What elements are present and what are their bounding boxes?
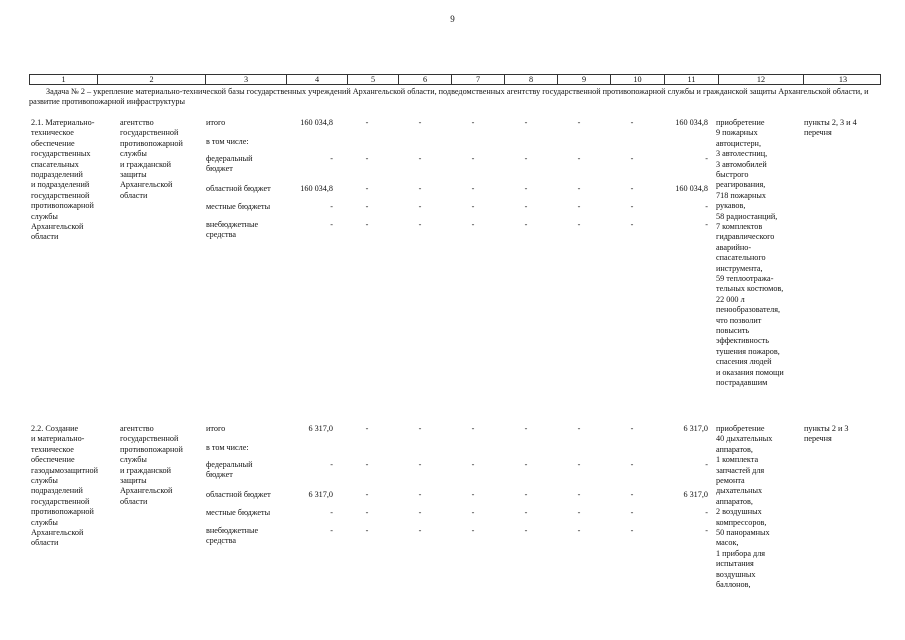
year-amount-cell: - [524, 508, 528, 517]
header-cell-3: 3 [205, 75, 286, 84]
year-amount-cell: - [524, 220, 528, 229]
year-amount-cell: - [577, 424, 581, 433]
executor-line: и гражданской [120, 159, 172, 169]
final-year-amount-cell: 160 034,8 [675, 118, 708, 127]
expected-result-line: 22 000 л [716, 294, 745, 304]
funding-source-label: итого [206, 118, 226, 127]
header-cell-2: 2 [97, 75, 205, 84]
page-number: 9 [450, 14, 455, 24]
executor-line: Архангельской [120, 180, 173, 190]
measure-name-line: области [31, 232, 59, 242]
funding-source-label: средства [206, 536, 237, 546]
year-amount-cell: - [524, 154, 528, 163]
expected-result-line: приобретение [716, 118, 765, 127]
year-amount-cell: - [577, 220, 581, 229]
year-amount-cell: - [577, 526, 581, 535]
total-amount-cell: 6 317,0 [308, 490, 333, 499]
executor-line: Архангельской [120, 486, 173, 496]
expected-result-line: тельных костюмов, [716, 284, 784, 294]
year-amount-cell: - [577, 184, 581, 193]
final-year-amount-cell: 6 317,0 [683, 424, 708, 433]
expected-result-line: пострадавшим [716, 378, 768, 387]
year-amount-cell: - [471, 526, 475, 535]
funding-source-label: местные бюджеты [206, 202, 271, 211]
expected-result-line: компрессоров, [716, 517, 767, 527]
expected-result-line: что позволит [716, 315, 762, 325]
year-amount-cell: - [418, 118, 422, 127]
executor-line: службы [120, 149, 147, 159]
measure-name-line: и материально- [31, 434, 85, 444]
year-amount-cell: - [577, 490, 581, 499]
expected-result-line: ремонта [716, 476, 745, 485]
measure-name-line: техническое [31, 444, 74, 454]
year-amount-cell: - [418, 184, 422, 193]
year-amount-cell: - [471, 424, 475, 433]
executor-line: противопожарной [120, 444, 183, 454]
expected-result-line: быстрого [716, 170, 749, 179]
measure-name-line: обеспечение [31, 138, 75, 148]
expected-result-line: масок, [716, 538, 739, 548]
expected-result-line: спасательного [716, 253, 766, 263]
expected-result-line: 3 автомобилей [716, 159, 767, 169]
executor-line: и гражданской [120, 465, 172, 475]
list-items-reference: перечня [804, 434, 832, 444]
expected-result-line: 2 воздушных [716, 507, 762, 517]
measure-name-line: противопожарной [31, 507, 94, 517]
header-cell-5: 5 [347, 75, 398, 84]
executor-line: агентство [120, 118, 154, 127]
funding-source-label: бюджет [206, 470, 233, 480]
year-amount-cell: - [418, 202, 422, 211]
year-amount-cell: - [471, 460, 475, 469]
executor-line: защиты [120, 170, 147, 179]
executor-line: государственной [120, 128, 179, 138]
expected-result-line: аппаратов, [716, 496, 753, 506]
expected-result-line: запчастей для [716, 465, 765, 475]
year-amount-cell: - [418, 220, 422, 229]
measure-name-line: газодымозащитной [31, 465, 98, 475]
measure-name-line: обеспечение [31, 455, 75, 465]
total-amount-cell: - [330, 154, 333, 163]
year-amount-cell: - [524, 460, 528, 469]
year-amount-cell: - [630, 184, 634, 193]
year-amount-cell: - [577, 460, 581, 469]
funding-source-label: в том числе: [206, 137, 249, 146]
measure-name-line: подразделений [31, 170, 83, 179]
executor-line: службы [120, 455, 147, 465]
year-amount-cell: - [577, 118, 581, 127]
year-amount-cell: - [365, 118, 369, 127]
measure-name-line: техническое [31, 128, 74, 138]
year-amount-cell: - [524, 118, 528, 127]
header-cell-9: 9 [557, 75, 610, 84]
year-amount-cell: - [418, 460, 422, 469]
funding-source-label: внебюджетные [206, 526, 259, 535]
final-year-amount-cell: - [705, 508, 708, 517]
total-amount-cell: 160 034,8 [300, 118, 333, 127]
executor-line: защиты [120, 476, 147, 485]
expected-result-line: реагирования, [716, 180, 766, 190]
expected-result-line: автоцистерн, [716, 138, 761, 148]
expected-result-line: аппаратов, [716, 444, 753, 454]
expected-result-line: и оказания помощи [716, 367, 784, 377]
year-amount-cell: - [471, 220, 475, 229]
expected-result-line: 9 пожарных [716, 128, 758, 138]
year-amount-cell: - [365, 220, 369, 229]
final-year-amount-cell: - [705, 154, 708, 163]
year-amount-cell: - [524, 424, 528, 433]
year-amount-cell: - [365, 424, 369, 433]
year-amount-cell: - [630, 490, 634, 499]
expected-result-line: повысить [716, 326, 750, 335]
expected-result-line: воздушных [716, 569, 756, 579]
task-description: Задача № 2 – укрепление материально-технической базы государственных учреждений Архангельской области, подведомственных агентству государственной противопожарной службы и гражданской защиты Архангельской области, и развитие противопожарной инфраструктуры [29, 87, 869, 107]
expected-result-line: 58 радиостанций, [716, 211, 778, 221]
final-year-amount-cell: - [705, 526, 708, 535]
total-amount-cell: - [330, 508, 333, 517]
expected-result-line: 40 дыхательных [716, 434, 773, 444]
expected-result-line: инструмента, [716, 263, 763, 273]
list-items-reference: пункты 2 и 3 [804, 424, 849, 433]
year-amount-cell: - [577, 154, 581, 163]
expected-result-line: 50 панорамных [716, 528, 770, 537]
year-amount-cell: - [365, 526, 369, 535]
funding-source-label: местные бюджеты [206, 508, 271, 517]
header-cell-4: 4 [286, 75, 347, 84]
expected-result-line: гидравлического [716, 232, 775, 242]
funding-source-label: областной бюджет [206, 490, 271, 499]
funding-source-label: внебюджетные [206, 220, 259, 229]
funding-source-label: федеральный [206, 460, 253, 469]
year-amount-cell: - [365, 508, 369, 517]
measure-name-line: службы [31, 476, 58, 485]
year-amount-cell: - [365, 460, 369, 469]
funding-source-label: бюджет [206, 164, 233, 174]
measure-name-line: Архангельской [31, 222, 84, 231]
final-year-amount-cell: 6 317,0 [683, 490, 708, 499]
year-amount-cell: - [524, 184, 528, 193]
expected-result-line: пенообразователя, [716, 305, 781, 315]
measure-name-line: государственной [31, 496, 90, 506]
executor-line: области [120, 496, 148, 506]
expected-result-line: 7 комплектов [716, 222, 763, 231]
year-amount-cell: - [471, 184, 475, 193]
year-amount-cell: - [524, 526, 528, 535]
year-amount-cell: - [471, 202, 475, 211]
year-amount-cell: - [630, 202, 634, 211]
year-amount-cell: - [418, 490, 422, 499]
year-amount-cell: - [471, 508, 475, 517]
header-cell-10: 10 [610, 75, 664, 84]
expected-result-line: 1 прибора для [716, 548, 766, 558]
expected-result-line: 1 комплекта [716, 455, 759, 465]
expected-result-line: спасения людей [716, 357, 772, 367]
measure-name-line: Архангельской [31, 528, 84, 537]
year-amount-cell: - [471, 118, 475, 127]
expected-result-line: 59 теплоотража- [716, 274, 774, 283]
year-amount-cell: - [630, 460, 634, 469]
year-amount-cell: - [365, 184, 369, 193]
list-items-reference: пункты 2, 3 и 4 [804, 118, 857, 127]
year-amount-cell: - [630, 220, 634, 229]
total-amount-cell: - [330, 202, 333, 211]
total-amount-cell: 6 317,0 [308, 424, 333, 433]
executor-line: противопожарной [120, 138, 183, 148]
year-amount-cell: - [630, 118, 634, 127]
header-cell-12: 12 [718, 75, 803, 84]
final-year-amount-cell: - [705, 220, 708, 229]
expected-result-line: 718 пожарных [716, 190, 766, 200]
funding-source-label: в том числе: [206, 443, 249, 452]
executor-line: агентство [120, 424, 154, 433]
header-cell-8: 8 [504, 75, 557, 84]
measure-name-line: и подразделений [31, 180, 90, 190]
expected-result-line: испытания [716, 559, 754, 569]
funding-source-label: областной бюджет [206, 184, 271, 193]
year-amount-cell: - [630, 508, 634, 517]
year-amount-cell: - [630, 154, 634, 163]
year-amount-cell: - [365, 154, 369, 163]
year-amount-cell: - [418, 154, 422, 163]
year-amount-cell: - [365, 490, 369, 499]
year-amount-cell: - [630, 526, 634, 535]
measure-name-line: области [31, 538, 59, 548]
expected-result-line: эффективность [716, 336, 769, 346]
expected-result-line: приобретение [716, 424, 765, 433]
year-amount-cell: - [471, 154, 475, 163]
total-amount-cell: - [330, 526, 333, 535]
header-cell-6: 6 [398, 75, 451, 84]
funding-source-label: итого [206, 424, 226, 433]
measure-name-line: службы [31, 517, 58, 527]
expected-result-line: тушения пожаров, [716, 346, 780, 356]
total-amount-cell: - [330, 220, 333, 229]
measure-name-line: подразделений [31, 486, 83, 496]
measure-name-line: государственной [31, 190, 90, 200]
year-amount-cell: - [524, 202, 528, 211]
header-cell-1: 1 [61, 75, 66, 84]
executor-line: области [120, 190, 148, 200]
list-items-reference: перечня [804, 128, 832, 138]
measure-name-line: 2.1. Материально- [31, 118, 95, 127]
header-cell-13: 13 [803, 75, 882, 84]
final-year-amount-cell: 160 034,8 [675, 184, 708, 193]
expected-result-line: 3 автолестниц, [716, 149, 768, 159]
year-amount-cell: - [418, 508, 422, 517]
expected-result-line: аварийно- [716, 242, 752, 252]
expected-result-line: рукавов, [716, 201, 746, 211]
measure-name-line: службы [31, 211, 58, 221]
year-amount-cell: - [524, 490, 528, 499]
year-amount-cell: - [577, 202, 581, 211]
final-year-amount-cell: - [705, 460, 708, 469]
measure-name-line: государственных [31, 149, 91, 159]
year-amount-cell: - [630, 424, 634, 433]
year-amount-cell: - [365, 202, 369, 211]
year-amount-cell: - [418, 526, 422, 535]
header-cell-7: 7 [451, 75, 504, 84]
measure-name-line: спасательных [31, 159, 79, 169]
measure-name-line: 2.2. Создание [31, 424, 79, 433]
total-amount-cell: - [330, 460, 333, 469]
year-amount-cell: - [471, 490, 475, 499]
header-cell-11: 11 [664, 75, 718, 84]
funding-source-label: федеральный [206, 154, 253, 163]
measure-name-line: противопожарной [31, 201, 94, 211]
expected-result-line: дыхательных [716, 486, 763, 496]
year-amount-cell: - [418, 424, 422, 433]
total-amount-cell: 160 034,8 [300, 184, 333, 193]
funding-source-label: средства [206, 230, 237, 240]
column-number-header [29, 74, 881, 85]
executor-line: государственной [120, 434, 179, 444]
final-year-amount-cell: - [705, 202, 708, 211]
year-amount-cell: - [577, 508, 581, 517]
expected-result-line: баллонов, [716, 580, 751, 589]
